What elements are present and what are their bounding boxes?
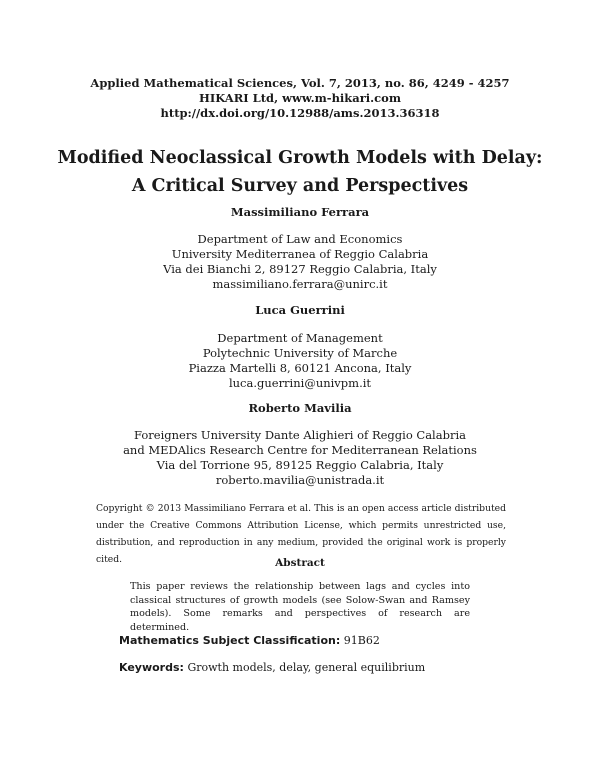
- copyright-notice: Copyright © 2013 Massimiliano Ferrara et al. This is an open access article distributed under the Creative Commons Attribution License, which permits unrestricted use, distribution, and reproduction in any medium, provided the original work is properly cited.: [96, 503, 506, 565]
- affiliation-line: Via dei Bianchi 2, 89127 Reggio Calabria, Italy: [163, 262, 437, 276]
- doi-link[interactable]: http://dx.doi.org/10.12988/ams.2013.36318: [160, 106, 440, 120]
- msc-label: Mathematics Subject Classification:: [119, 634, 341, 647]
- affiliation-line: Department of Management: [217, 331, 383, 345]
- abstract-text: This paper reviews the relationship between lags and cycles into classical structures of growth models (see Solow-Swan and Ramsey models). Some remarks and perspectives of research are determined.: [130, 581, 470, 633]
- affiliation-line: and MEDAlics Research Centre for Mediterranean Relations: [123, 443, 477, 457]
- author-name-2: Luca Guerrini: [255, 303, 345, 317]
- affiliation-line: Piazza Martelli 8, 60121 Ancona, Italy: [188, 361, 412, 375]
- keywords: [119, 661, 425, 674]
- author-affiliation-3: [0, 428, 600, 488]
- author-name-3: Roberto Mavilia: [248, 401, 352, 415]
- journal-citation: Applied Mathematical Sciences, Vol. 7, 2013, no. 86, 4249 - 4257: [90, 76, 510, 90]
- keywords-label: Keywords:: [119, 661, 184, 674]
- msc-value: 91B62: [343, 634, 380, 647]
- author-email-1[interactable]: massimiliano.ferrara@unirc.it: [212, 277, 388, 291]
- paper-title: [0, 144, 600, 200]
- author-affiliation-2: [0, 331, 600, 391]
- publisher-line: HIKARI Ltd, www.m-hikari.com: [199, 91, 401, 105]
- affiliation-line: Via del Torrione 95, 89125 Reggio Calabria, Italy: [156, 458, 444, 472]
- author-email-2[interactable]: luca.guerrini@univpm.it: [228, 376, 372, 390]
- title-line-2: A Critical Survey and Perspectives: [131, 176, 469, 196]
- affiliation-line: Department of Law and Economics: [197, 232, 403, 246]
- author-name-1: Massimiliano Ferrara: [230, 205, 370, 219]
- affiliation-line: University Mediterranea of Reggio Calabria: [171, 247, 429, 261]
- author-email-3[interactable]: roberto.mavilia@unistrada.it: [215, 473, 385, 487]
- subject-classification: [119, 634, 380, 647]
- keywords-value: Growth models, delay, general equilibrium: [187, 661, 426, 674]
- abstract-heading: Abstract: [275, 557, 325, 569]
- journal-header: [0, 76, 600, 121]
- author-affiliation-1: [0, 232, 600, 292]
- affiliation-line: Polytechnic University of Marche: [202, 346, 398, 360]
- affiliation-line: Foreigners University Dante Alighieri of Reggio Calabria: [134, 428, 466, 442]
- title-line-1: Modified Neoclassical Growth Models with Delay:: [57, 148, 543, 168]
